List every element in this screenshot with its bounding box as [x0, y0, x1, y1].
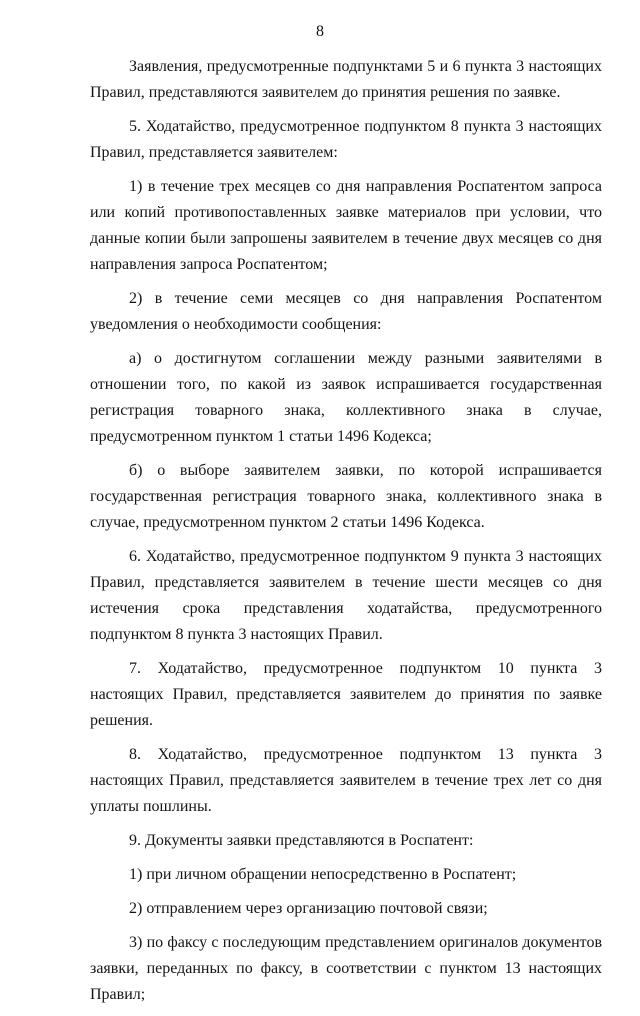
paragraph-item-7: 7. Ходатайство, предусмотренное подпунктом 10 пункта 3 настоящих Правил, представляется заявителем до принятия по заявке решения. — [90, 660, 602, 729]
paragraph-item-9-1: 1) при личном обращении непосредственно в Роспатент; — [129, 866, 517, 883]
paragraph-item-5-2-b: б) о выборе заявителем заявки, по которой испрашивается государственная регистрация товарного знака, коллективного знака в случае, предусмотренном пунктом 2 статьи 1496 Кодекса. — [90, 462, 602, 531]
paragraph-item-9-3: 3) по факсу с последующим представлением оригиналов документов заявки, переданных по факсу, в соответствии с пунктом 13 настоящих Правил; — [90, 934, 602, 1003]
paragraph-item-5-2-a: а) о достигнутом соглашении между разными заявителями в отношении того, по какой из заявок испрашивается государственная регистрация товарного знака, коллективного знака в случае, предусмотренном пунктом 1 статьи 1496 Кодекса; — [90, 350, 602, 445]
paragraph-item-5-1: 1) в течение трех месяцев со дня направления Роспатентом запроса или копий противопоставленных заявке материалов при условии, что данные копии были запрошены заявителем в течение двух месяцев со дня направления запроса Роспатентом; — [90, 178, 602, 273]
document-body — [90, 54, 602, 1016]
paragraph-item-9: 9. Документы заявки представляются в Роспатент: — [129, 832, 474, 849]
paragraph-applications-deadline: Заявления, предусмотренные подпунктами 5 и 6 пункта 3 настоящих Правил, представляются заявителем до принятия решения по заявке. — [90, 58, 602, 101]
paragraph-item-8: 8. Ходатайство, предусмотренное подпунктом 13 пункта 3 настоящих Правил, представляется заявителем в течение трех лет со дня уплаты пошлины. — [90, 746, 602, 815]
page-number: 8 — [316, 23, 324, 40]
paragraph-item-5: 5. Ходатайство, предусмотренное подпунктом 8 пункта 3 настоящих Правил, представляется заявителем: — [90, 118, 602, 161]
paragraph-item-6: 6. Ходатайство, предусмотренное подпунктом 9 пункта 3 настоящих Правил, представляется заявителем в течение шести месяцев со дня истечения срока представления ходатайства, предусмотренного подпунктом 8 пункта 3 настоящих Правил. — [90, 548, 602, 643]
paragraph-item-5-2: 2) в течение семи месяцев со дня направления Роспатентом уведомления о необходимости сообщения: — [90, 290, 602, 333]
paragraph-item-9-2: 2) отправлением через организацию почтовой связи; — [129, 900, 488, 917]
